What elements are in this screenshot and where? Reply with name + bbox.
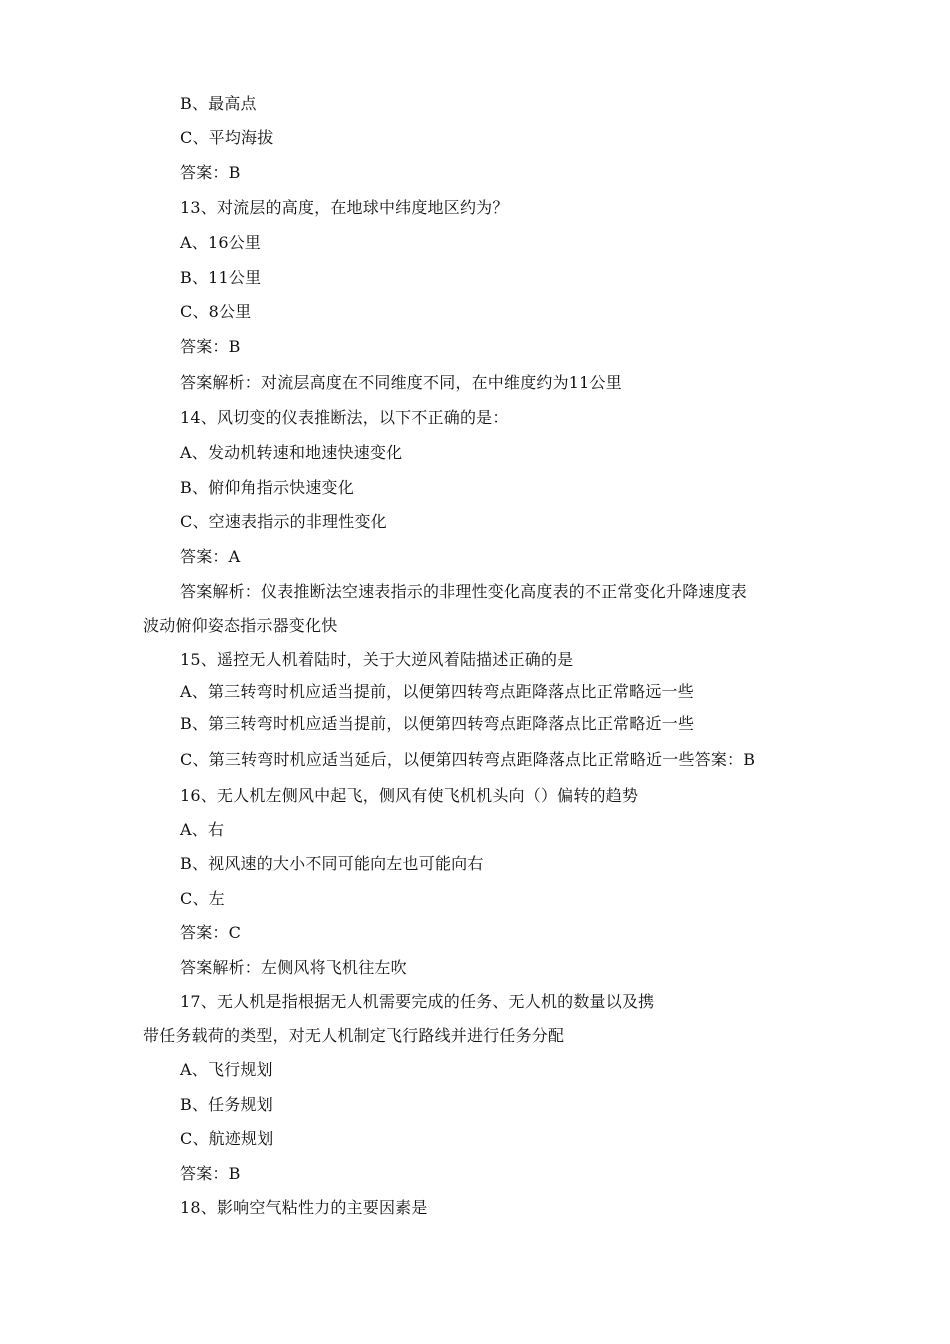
option-line: B、第三转弯时机应适当提前，以便第四转弯点距降落点比正常略近一些 [180, 714, 695, 733]
question-line: 16、无人机左侧风中起飞，侧风有使飞机机头向（）偏转的趋势 [180, 786, 639, 805]
question-line: 15、遥控无人机着陆时，关于大逆风着陆描述正确的是 [180, 650, 574, 669]
question-line: 13、对流层的高度，在地球中纬度地区约为？ [180, 198, 509, 217]
explanation-line: 答案解析：左侧风将飞机往左吹 [180, 958, 407, 977]
explanation-line: 答案解析：仪表推断法空速表指示的非理性变化高度表的不正常变化升降速度表 [180, 582, 748, 601]
option-line: B、俯仰角指示快速变化 [180, 478, 354, 497]
option-line: A、发动机转速和地速快速变化 [180, 443, 403, 462]
question-line: 14、风切变的仪表推断法，以下不正确的是： [180, 408, 509, 427]
option-line: A、第三转弯时机应适当提前，以便第四转弯点距降落点比正常略远一些 [180, 682, 694, 701]
answer-line: 答案：B [180, 337, 241, 356]
question-line: 18、影响空气粘性力的主要因素是 [180, 1198, 428, 1217]
option-line: A、右 [180, 820, 225, 839]
option-line: C、空速表指示的非理性变化 [180, 512, 387, 531]
option-line: C、第三转弯时机应适当延后，以便第四转弯点距降落点比正常略近一些答案：B [180, 750, 756, 769]
option-line: C、航迹规划 [180, 1129, 274, 1148]
answer-line: 答案：C [180, 923, 242, 942]
option-line: B、11公里 [180, 268, 262, 287]
option-line: B、任务规划 [180, 1095, 273, 1114]
option-line: A、16公里 [180, 233, 262, 252]
option-line: C、平均海拔 [180, 128, 274, 147]
option-line: C、8公里 [180, 302, 252, 321]
option-line: B、最高点 [180, 94, 257, 113]
option-line: A、飞行规划 [180, 1060, 273, 1079]
explanation-line: 答案解析：对流层高度在不同维度不同，在中维度约为11公里 [180, 373, 622, 392]
question-line: 17、无人机是指根据无人机需要完成的任务、无人机的数量以及携 [180, 992, 655, 1011]
answer-line: 答案：B [180, 1164, 241, 1183]
answer-line: 答案：A [180, 547, 241, 566]
answer-line: 答案：B [180, 163, 241, 182]
explanation-line: 波动俯仰姿态指示器变化快 [143, 616, 338, 635]
option-line: B、视风速的大小不同可能向左也可能向右 [180, 854, 484, 873]
question-line: 带任务载荷的类型，对无人机制定飞行路线并进行任务分配 [143, 1026, 565, 1045]
option-line: C、左 [180, 889, 225, 908]
